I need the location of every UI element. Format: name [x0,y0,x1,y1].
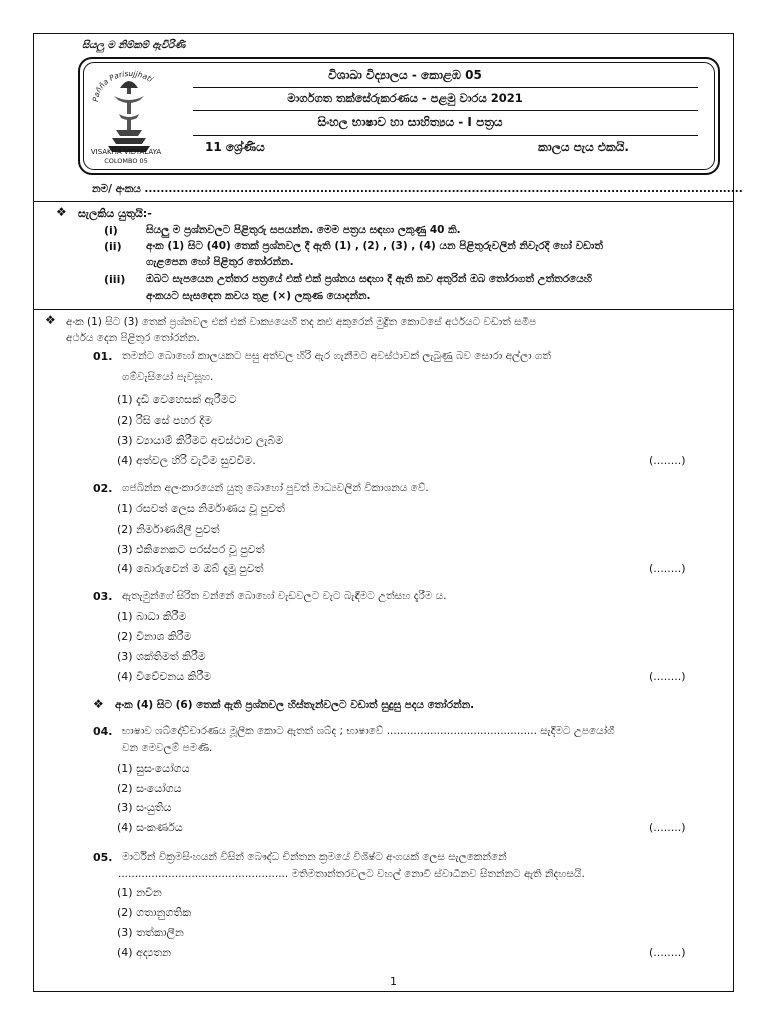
question-number: 03. [93,590,113,603]
instruction-num-3: (iii) [104,273,126,286]
option-3[interactable]: (3) ව්‍යායාම් කිරීමට අවස්ථාව ලැබීම [117,434,284,447]
grade: 11 ශ්‍රේණිය [205,140,265,154]
option-2[interactable]: (2) ගතානුගතික [117,906,192,919]
question-text: ගජබින්න අලංකාරයෙන් යුතු බොහෝ පුවත් මාධ්‍යවලින් විකාශනය වේ. [122,482,429,494]
section2-bullet-icon: ❖ [93,697,104,711]
instruction-text-1: සියලු ම ප්‍රශ්නවලට පිළිතුරු සපයන්න. මෙම පත්‍රය සඳහා ලකුණු 40 කි. [146,224,461,236]
instruction-text-2b: ගැළපෙන හෝ පිළිතුර තෝරන්න. [146,256,294,268]
school-name: විශාඛා විද්‍යාලය - කොළඹ 05 [328,68,482,82]
option-4[interactable]: (4) අත්වල හිරි වැටීම සුවවීම. [117,454,256,467]
option-3[interactable]: (3) තත්කාලීන [117,926,184,939]
option-2[interactable]: (2) සංයෝගය [117,782,182,795]
option-3[interactable]: (3) ශක්තිමත් කිරීම [117,650,206,663]
question-text-cont: වන මෙවලම් පමණි. [122,742,213,754]
instruction-text-3a: ඔබට සැපයෙන උත්තර පත්‍රයේ එක් එක් ප්‍රශ්නය සඳහා දී ඇති කව අතුරින් ඔබ තෝරාගත් උත්තරයෙහි [146,273,593,285]
option-4[interactable]: (4) බොරුවෙන් ම ඔබ් දැමූ පුවත් [117,562,264,575]
page-number: 1 [390,975,397,988]
instruction-num-1: (i) [104,224,118,237]
instruction-num-2: (ii) [104,240,122,253]
section1-bullet-icon: ❖ [45,313,56,327]
header-rule-1 [193,87,698,88]
answer-slot[interactable]: (........) [649,670,686,683]
logo-school-name: VISAKHA VIDYALAYA [90,148,162,156]
question-text: භාෂාව ශබ්දෝච්චාරණය මූලික කොට ඇතත් ශබ්ද ; භාෂාවේ ............................................. සැදීමට උපයෝගී [122,725,615,737]
instruction-text-2a: අංක (1) සිට (40) තෙක් ප්‍රශ්නවල දී ඇති (1) , (2) , (3) , (4) යන පිළිතුරුවලින් නිවැරදි හෝ වඩාත් [146,240,603,252]
motto: සියලු ම නිම්කම් ඇවිරිණි [82,40,186,51]
answer-slot[interactable]: (........) [649,946,686,959]
option-1[interactable]: (1) බාධා කිරීම [117,610,187,623]
option-3[interactable]: (3) සංයුතිය [117,801,172,814]
header-rule-3 [193,135,698,136]
option-2[interactable]: (2) රිසි සේ පහර දීම [117,414,213,427]
question-text: තමන්ට බොහෝ කාලයකට පසු අත්වල හිරි ඇර ගැනීමට අවස්ථාවක් ලැබුණු බව සොරා අල්ලා ගත් [122,350,551,362]
exam-title: මාර්ගගත තක්සේරුකරණය - පළමු වාරය 2021 [287,91,523,105]
question-number: 02. [93,482,113,495]
option-4[interactable]: (4) විවේචනය කිරීම [117,670,212,683]
option-3[interactable]: (3) එකිනෙකට පරස්පර වූ පුවත් [117,543,265,556]
subject-title: සිංහල භාෂාව හා සාහිත්‍යය - I පත්‍රය [317,115,503,129]
question-number: 05. [93,851,113,864]
header-rule-2 [193,110,698,111]
answer-slot[interactable]: (........) [649,562,686,575]
logo-city: COLOMBO 05 [104,157,148,165]
option-4[interactable]: (4) අද්‍යතන [117,946,172,959]
duration: කාලය පැය එකයි. [538,140,629,154]
option-2[interactable]: (2) නිර්මාණශීලී පුවත් [117,523,220,536]
option-1[interactable]: (1) නවීන [117,886,162,899]
instruction-text-3b: අංකයට සැසඳෙන කවය තුළ (×) ලකුණ යොදන්න. [146,290,371,302]
question-text: ඇතැමුන්ගේ සිරිත වන්නේ බොහෝ වැඩවලට වැට බැඳීමට උත්සහ දැරීම ය. [122,590,447,602]
question-number: 04. [93,725,113,738]
option-4[interactable]: (4) සංකර්ණය [117,821,183,834]
question-text: මාර්ටින් වික්‍රමසිංහයන් විසින් බෞද්ධ චින්තන ක්‍රමයේ විශිෂ්ට අංගයක් ලෙස සැලකෙන්නේ [122,851,507,863]
answer-slot[interactable]: (........) [649,821,686,834]
question-text-cont: ................................................... මතිමතාන්තරවලට වහල් නොවී ස්වාධීනව සිතන්නට ඇති නිදහසයි. [118,868,585,880]
option-1[interactable]: (1) රසවත් ලෙස නිර්මාණය වූ පුවත් [117,502,285,515]
separator-2 [33,309,734,310]
option-2[interactable]: (2) විනාශ කිරීම [117,630,192,643]
name-number-field: නම/ අංකය ...................................................................................................................................................... [92,183,743,195]
answer-slot[interactable]: (........) [649,454,686,467]
section1-line1: අංක (1) සිට (3) තෙක් ප්‍රශ්නවල එක් එක් වාක්‍යයෙහි තද කළු අකුරෙන් මුද්‍රිත කොටසේ අර්ථයට වඩාත් සමීප [66,316,537,328]
option-1[interactable]: (1) සුසංයෝගය [117,762,190,775]
section2-instruction: අංක (4) සිට (6) තෙක් ඇති ප්‍රශ්නවල හිස්තැන්වලට වඩාත් සුදුසු පදය තෝරන්න. [115,699,475,711]
instruction-bullet-icon: ❖ [56,205,67,219]
section1-line2: අර්ථය දෙන පිළිතුර තෝරන්න. [66,332,200,344]
instructions-title: සැලකිය යුතුයි:- [78,207,152,220]
question-text-cont: ගම්වැසියෝ පැවසූහ. [122,371,214,383]
option-1[interactable]: (1) දැඩි වෙහෙසක් ඇරීමට [117,393,237,406]
separator-1 [33,201,734,202]
svg-text:Pañña Parisujjhati: Pañña Parisujjhati [90,68,155,103]
question-number: 01. [93,350,113,363]
